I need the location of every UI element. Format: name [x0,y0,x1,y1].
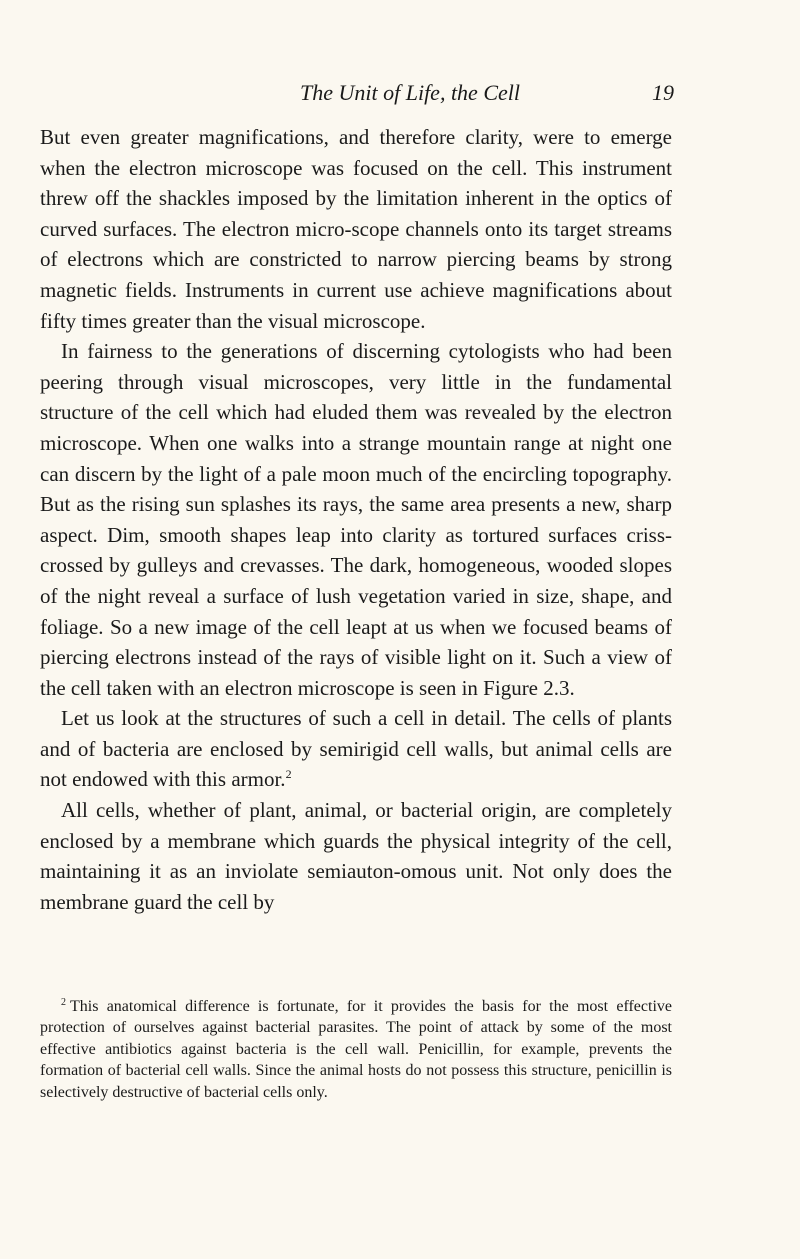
footnote-reference: 2 [285,767,292,782]
paragraph-3 [40,703,672,795]
footnote [40,996,672,1103]
footnote-number: 2 [61,996,66,1008]
paragraph-4: All cells, whether of plant, animal, or bacterial origin, are completely enclosed by a membrane which guards the physical integrity of the cell, maintaining it as an inviolate semiauton-omous unit. Not only does the membrane guard the cell by [40,798,672,914]
chapter-title: The Unit of Life, the Cell [300,80,520,105]
body-text [40,122,672,917]
paragraph-1: But even greater magnifications, and therefore clarity, were to emerge when the electron microscope was focused on the cell. This instrument threw off the shackles imposed by the limitation inherent in the optics of curved surfaces. The electron micro-scope channels onto its target streams of electrons which are constricted to narrow piercing beams by strong magnetic fields. Instruments in current use achieve magnifications about fifty times greater than the visual microscope. [40,125,672,333]
page-number: 19 [652,80,674,105]
paragraph-3-text: Let us look at the structures of such a cell in detail. The cells of plants and of bacteria are enclosed by semirigid cell walls, but animal cells are not endowed with this armor. [40,706,672,792]
paragraph-2: In fairness to the generations of discerning cytologists who had been peering through visual microscopes, very little in the fundamental structure of the cell which had eluded them was revealed by the electron microscope. When one walks into a strange mountain range at night one can discern by the light of a pale moon much of the encircling topography. But as the rising sun splashes its rays, the same area presents a new, sharp aspect. Dim, smooth shapes leap into clarity as tortured surfaces criss-crossed by gulleys and crevasses. The dark, homogeneous, wooded slopes of the night reveal a surface of lush vegetation varied in size, shape, and foliage. So a new image of the cell leapt at us when we focused beams of piercing electrons instead of the rays of visible light on it. Such a view of the cell taken with an electron microscope is seen in Figure 2.3. [40,339,672,700]
running-head [300,80,674,106]
footnote-text: This anatomical difference is fortunate, for it provides the basis for the most effective protection of ourselves against bacterial parasites. The point of attack by some of the most effective antibiotics against bacteria is the cell wall. Penicillin, for example, prevents the formation of bacterial cell walls. Since the animal hosts do not possess this structure, penicillin is selectively destructive of bacterial cells only. [40,998,672,1101]
